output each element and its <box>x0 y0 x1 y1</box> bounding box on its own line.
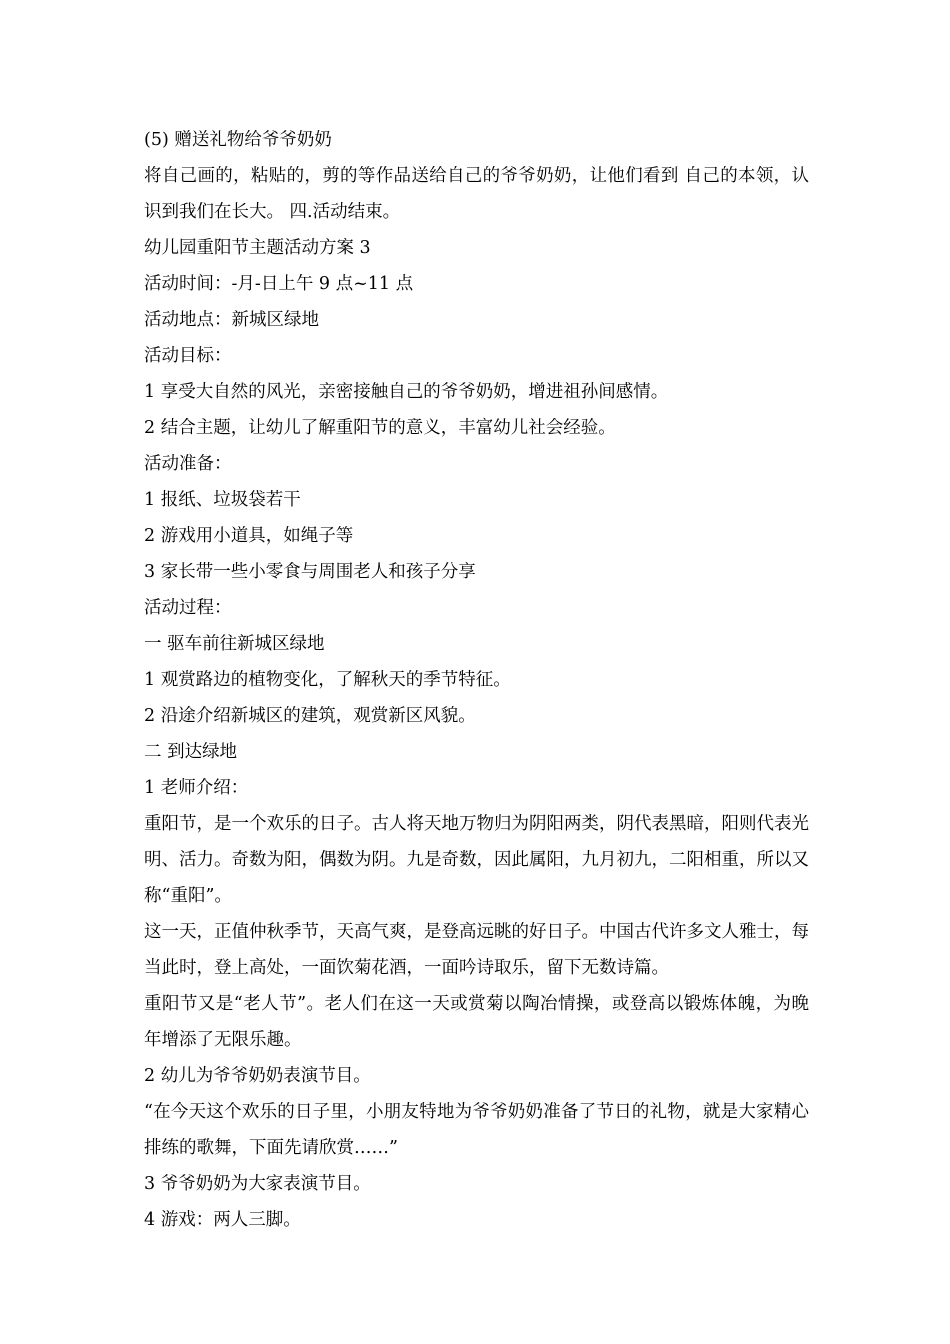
step1-item-1: 1 观赏路边的植物变化，了解秋天的季节特征。 <box>144 670 511 690</box>
step1-item-2: 2 沿途介绍新城区的建筑，观赏新区风貌。 <box>144 706 476 726</box>
paragraph-performance-quote: “在今天这个欢乐的日子里，小朋友特地为爷爷奶奶准备了节日的礼物，就是大家精心排练的歌舞，下面先请欣赏……” <box>144 1102 809 1158</box>
step2-item-3: 3 爷爷奶奶为大家表演节目。 <box>144 1174 371 1194</box>
step2-item-4: 4 游戏：两人三脚。 <box>144 1210 301 1230</box>
goal-item-2: 2 结合主题，让幼儿了解重阳节的意义，丰富幼儿社会经验。 <box>144 418 616 438</box>
document-body <box>144 122 809 1238</box>
prep-item-2: 2 游戏用小道具，如绳子等 <box>144 526 354 546</box>
heading-goals: 活动目标： <box>144 346 232 366</box>
prep-item-3: 3 家长带一些小零食与周围老人和孩子分享 <box>144 562 476 582</box>
step2-item-1: 1 老师介绍： <box>144 778 249 798</box>
section-heading-gift: (5) 赠送礼物给爷爷奶奶 <box>144 130 332 150</box>
prep-item-1: 1 报纸、垃圾袋若干 <box>144 490 301 510</box>
step2-item-2: 2 幼儿为爷爷奶奶表演节目。 <box>144 1066 371 1086</box>
activity-location: 活动地点：新城区绿地 <box>144 310 319 330</box>
goal-item-1: 1 享受大自然的风光，亲密接触自己的爷爷奶奶，增进祖孙间感情。 <box>144 382 669 402</box>
document-title: 幼儿园重阳节主题活动方案 3 <box>144 238 371 258</box>
heading-preparation: 活动准备： <box>144 454 232 474</box>
paragraph-autumn-scholars: 这一天，正值仲秋季节，天高气爽，是登高远眺的好日子。中国古代许多文人雅士，每当此时，登上高处，一面饮菊花酒，一面吟诗取乐，留下无数诗篇。 <box>144 922 809 978</box>
heading-process: 活动过程： <box>144 598 232 618</box>
paragraph-gift-description: 将自己画的，粘贴的，剪的等作品送给自己的爷爷奶奶，让他们看到 自己的本领，认识到我们在长大。 四.活动结束。 <box>144 166 809 222</box>
process-step-2: 二 到达绿地 <box>144 742 238 762</box>
process-step-1: 一 驱车前往新城区绿地 <box>144 634 325 654</box>
paragraph-elderly-day: 重阳节又是“老人节”。老人们在这一天或赏菊以陶冶情操，或登高以锻炼体魄，为晚年增添了无限乐趣。 <box>144 994 809 1050</box>
paragraph-chongyang-intro: 重阳节，是一个欢乐的日子。古人将天地万物归为阴阳两类，阴代表黑暗，阳则代表光明、活力。奇数为阳，偶数为阴。九是奇数，因此属阳，九月初九，二阳相重，所以又称“重阳”。 <box>144 814 809 906</box>
activity-time: 活动时间：-月-日上午 9 点~11 点 <box>144 274 414 294</box>
